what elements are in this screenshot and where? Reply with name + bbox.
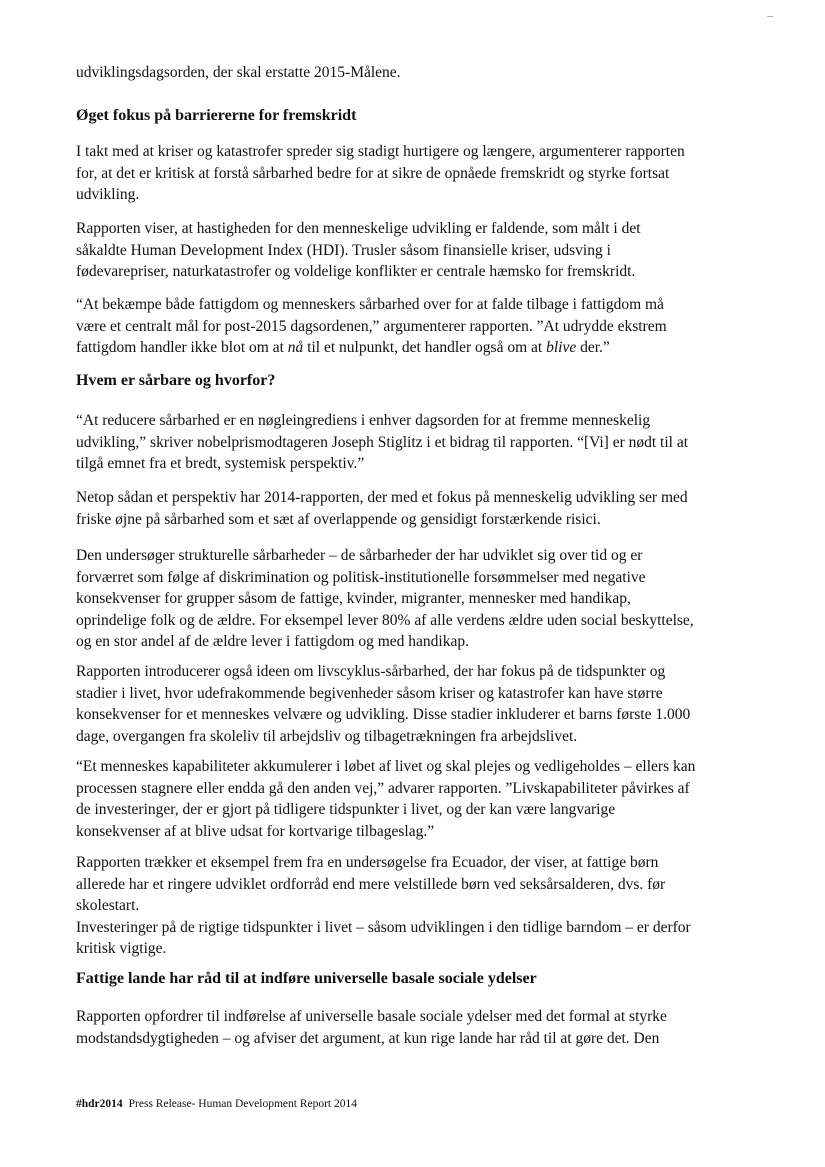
paragraph: [76, 410, 742, 475]
text-line: forværret som følge af diskrimination og politisk-institutionelle forsømmelser med negative: [76, 568, 646, 586]
section-heading-vulnerable: Hvem er sårbare og hvorfor?: [76, 372, 276, 389]
paragraph: [76, 1006, 742, 1049]
text-line: for, at det er kritisk at forstå sårbarhed bedre for at sikre de opnåede fremskridt og styrke fortsat: [76, 164, 670, 182]
text-line: [76, 337, 742, 359]
text-line: såkaldte Human Development Index (HDI). Trusler såsom finansielle kriser, udsving i: [76, 241, 611, 259]
text-line: dage, overgangen fra skoleliv til arbejdsliv og tilbagetrækningen fra arbejdslivet.: [76, 727, 578, 745]
text-line: allerede har et ringere udviklet ordforråd end mere velstillede børn ved seksårsalderen, dvs. før: [76, 875, 666, 893]
text-segment: fattigdom handler ikke blot om at: [76, 339, 288, 356]
text-line: konsekvenser af at blive udsat for kortvarige tilbageslag.”: [76, 822, 435, 840]
emphasis-text: blive: [546, 339, 577, 356]
paragraph: [76, 756, 742, 842]
scan-mark: [767, 16, 773, 20]
text-line: de investeringer, der er gjort på tidligere tidspunkter i livet, og der kan være langvarige: [76, 801, 616, 818]
paragraph: [76, 661, 742, 747]
text-line: konsekvenser for grupper såsom de fattige, kvinder, migranter, mennesker med handikap,: [76, 590, 631, 607]
text-line: I takt med at kriser og katastrofer spreder sig stadigt hurtigere og længere, argumenterer rapporten: [76, 143, 685, 160]
section-heading-barriers: Øget fokus på barriererne for fremskridt: [76, 107, 357, 124]
text-line: Rapporten viser, at hastigheden for den menneskelige udvikling er faldende, som målt i det: [76, 220, 641, 237]
text-line: “Et menneskes kapabiliteter akkumulerer i løbet af livet og skal plejes og vedligeholdes – ellers kan: [76, 758, 696, 775]
text-line: være et centralt mål for post-2015 dagsordenen,” argumenterer rapporten. ”At udrydde ekstrem: [76, 317, 667, 335]
text-line: Rapporten trækker et eksempel frem fra en undersøgelse fra Ecuador, der viser, at fattige børn: [76, 854, 659, 871]
text-line: “At bekæmpe både fattigdom og menneskers sårbarhed over for at falde tilbage i fattigdom må: [76, 296, 664, 313]
text-segment: der.”: [576, 339, 610, 356]
text-line: Rapporten opfordrer til indførelse af universelle basale sociale ydelser med det formal at styrke: [76, 1008, 667, 1025]
text-segment: til et nulpunkt, det handler også om at: [303, 339, 547, 356]
emphasis-text: nå: [287, 339, 304, 356]
footer-hashtag: #hdr2014: [76, 1098, 123, 1110]
text-line: friske øjne på sårbarhed som et sæt af overlappende og gensidigt forstærkende risici.: [76, 510, 601, 528]
text-line: kritisk vigtige.: [76, 940, 167, 957]
paragraph: [76, 487, 742, 530]
text-line: Investeringer på de rigtige tidspunkter i livet – såsom udviklingen i den tidlige barndom – er derfor: [76, 918, 691, 936]
text-line: udvikling.: [76, 186, 140, 203]
text-line: oprindelige folk og de ældre. For eksempel lever 80% af alle verdens ældre uden social beskyttelse,: [76, 611, 694, 629]
paragraph: [76, 218, 742, 283]
page-footer: [76, 1097, 357, 1111]
text-line: konsekvenser for et menneskes velvære og udvikling. Disse stadier inkluderer et barns første 1.000: [76, 706, 691, 723]
text-line: udviklingsdagsorden, der skal erstatte 2015-Målene.: [76, 64, 401, 81]
text-line: udvikling,” skriver nobelprismodtageren Joseph Stiglitz i et bidrag til rapporten. “[Vi] er nødt til at: [76, 433, 689, 451]
text-line: modstandsdygtigheden – og afviser det argument, at kun rige lande har råd til at gøre det. Den: [76, 1029, 660, 1047]
text-line: stadier i livet, hvor udefrakommende begivenheder såsom kriser og katastrofer kan have større: [76, 684, 663, 702]
text-line: skolestart.: [76, 897, 140, 914]
footer-text: Press Release- Human Development Report 2014: [128, 1098, 358, 1110]
text-line: Rapporten introducerer også ideen om livscyklus-sårbarhed, der har fokus på de tidspunkter og: [76, 663, 666, 680]
paragraph: [76, 852, 742, 960]
section-heading-social-benefits: Fattige lande har råd til at indføre universelle basale sociale ydelser: [76, 970, 537, 987]
intro-paragraph: [76, 62, 742, 84]
paragraph: [76, 141, 742, 206]
text-line: Den undersøger strukturelle sårbarheder – de sårbarheder der har udviklet sig over tid og er: [76, 547, 643, 564]
text-line: og en stor andel af de ældre lever i fattigdom og med handikap.: [76, 633, 469, 650]
text-line: tilgå emnet fra et bredt, systemisk perspektiv.”: [76, 455, 365, 472]
paragraph: [76, 294, 742, 359]
text-line: “At reducere sårbarhed er en nøgleingrediens i enhver dagsorden for at fremme menneskelig: [76, 412, 651, 429]
paragraph: [76, 545, 742, 653]
text-line: processen stagnere eller endda gå den anden vej,” advarer rapporten. ”Livskapabiliteter påvirkes af: [76, 779, 690, 797]
text-line: Netop sådan et perspektiv har 2014-rapporten, der med et fokus på menneskelig udvikling ser med: [76, 489, 688, 506]
text-line: fødevarepriser, naturkatastrofer og voldelige konflikter er centrale hæmsko for fremskridt.: [76, 263, 636, 280]
